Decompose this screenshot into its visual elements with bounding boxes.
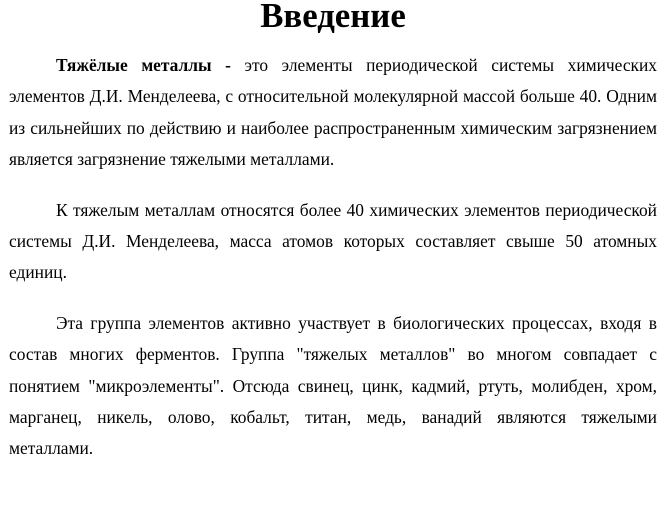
- paragraph-element-count: К тяжелым металлам относятся более 40 химических элементов периодической системы Д.И. Менделеева, масса атомов которых составляет свыше 50 атомных единиц.: [9, 199, 657, 283]
- paragraph-definition-text: это элементы периодической системы химических элементов Д.И. Менделеева, с относительной молекулярной массой больше 40. Одним из сильнейших по действию и наиболее распространенным химическим загрязнением является загрязнение тяжелыми металлами.: [9, 55, 657, 170]
- paragraph-definition: [9, 50, 657, 176]
- term-heavy-metals: Тяжёлые металлы -: [56, 55, 231, 75]
- document-page: [9, 0, 657, 465]
- document-title: Введение: [260, 0, 406, 35]
- paragraph-biological-role: Эта группа элементов активно участвует в биологических процессах, входя в состав многих ферментов. Группа "тяжелых металлов" во многом совпадает с понятием "микроэлементы". Отсюда свинец, цинк, кадмий, ртуть, молибден, хром, марганец, никель, олово, кобальт, титан, медь, ванадий являются тяжелыми металлами.: [9, 312, 657, 459]
